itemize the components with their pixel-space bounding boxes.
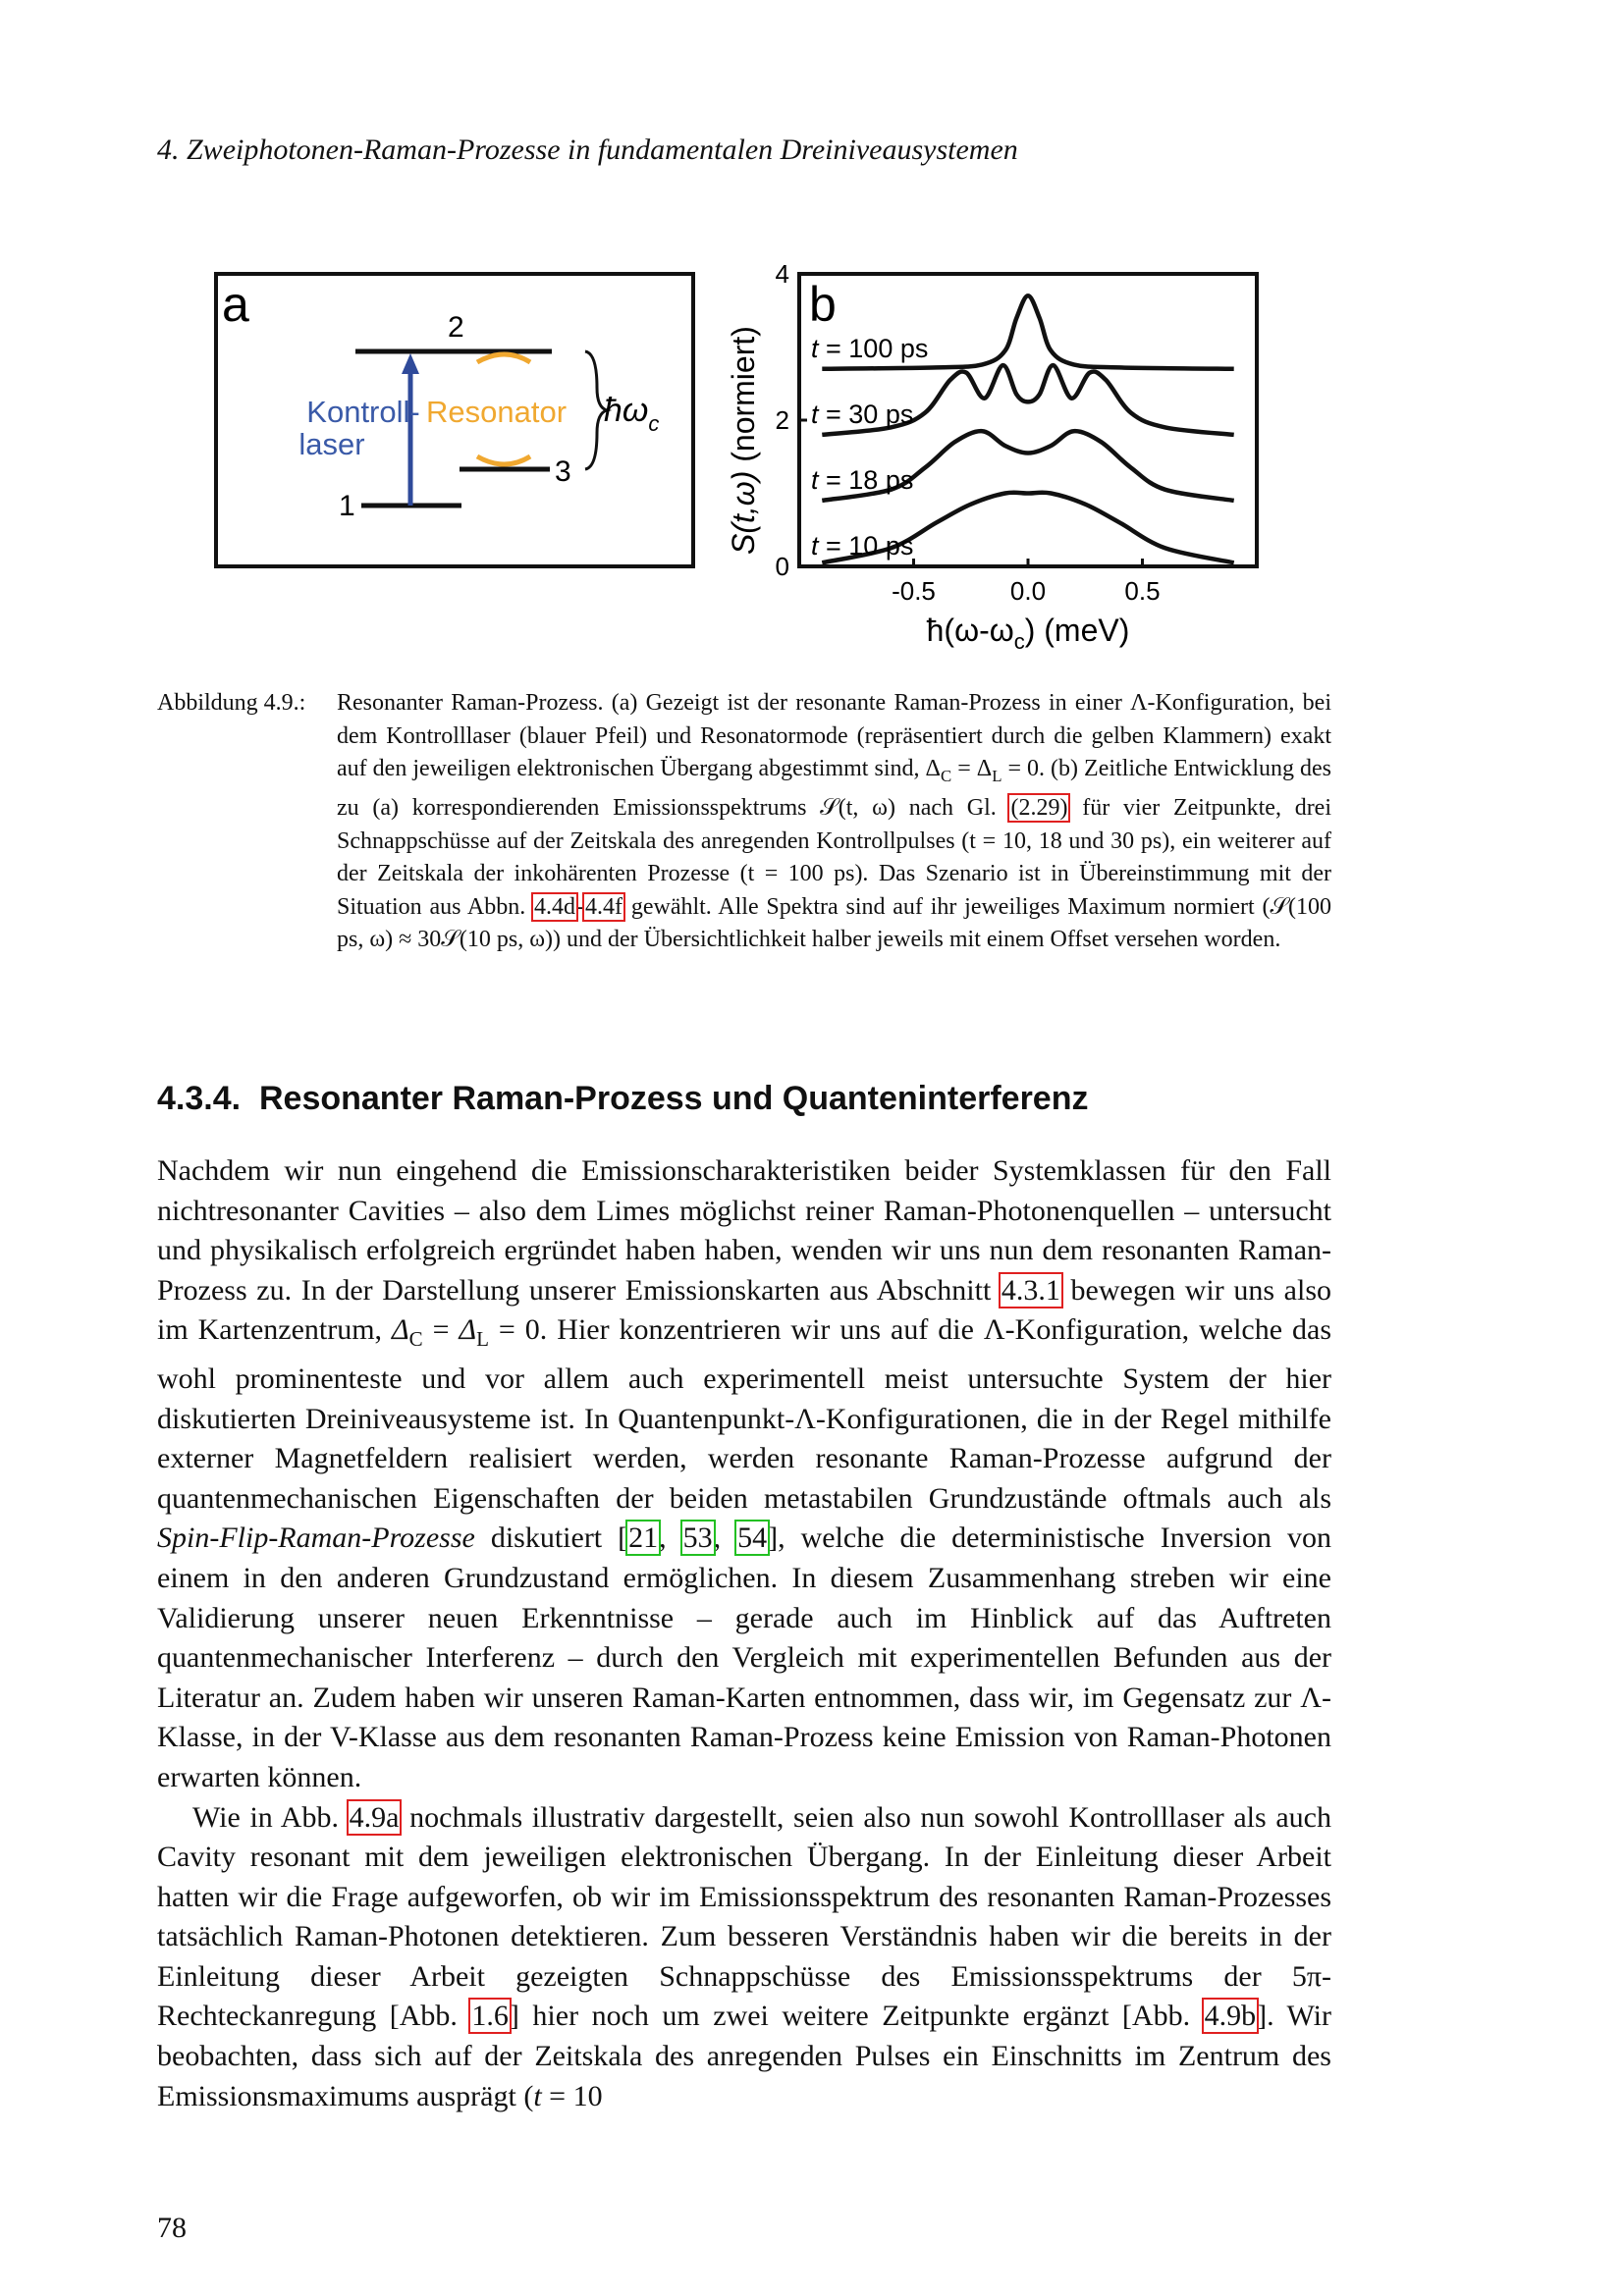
x-tick-label-1: 0.0 bbox=[1009, 576, 1047, 606]
x-tick-label-2: 0.5 bbox=[1124, 576, 1161, 606]
level-3-label: 3 bbox=[555, 455, 571, 488]
y-tick-label-1: 2 bbox=[775, 405, 789, 435]
paragraph-2: Wie in Abb. 4.9a nochmals illustrativ dargestellt, seien also nun sowohl Kontrolllaser als auch Cavity resonant mit dem jeweiligen elektronischen Übergang. In der Einleitung dieser Arbeit hatten wir die Frage aufgeworfen, ob wir im Emissionsspektrum des resonanten Raman-Prozesses tatsächlich Raman-Photonen detektieren. Zum besseren Verständnis haben wir die bereits in der Einleitung dieser Arbeit gezeigten Schnappschüsse des Emissionsspektrums der 5π-Rechteckanregung [Abb. 1.6] hier noch um zwei weitere Zeitpunkte ergänzt [Abb. 4.9b]. Wir beobachten, dass sich auf der Zeitskala des anregenden Pulses ein Einschnitts im Zentrum des Emissionsmaximums ausprägt (t = 10 bbox=[157, 1800, 1331, 2112]
control-laser-label-1: Kontroll- bbox=[306, 395, 420, 429]
series-label-0: t = 10 ps bbox=[811, 531, 914, 561]
resonator-label: Resonator bbox=[426, 395, 568, 429]
x-axis-label: $ħ(\omega-\omega_c)$ (meV) bbox=[926, 613, 1130, 654]
figure-4-9 bbox=[157, 260, 1271, 663]
section-heading bbox=[157, 1080, 1335, 1118]
level-1-label: 1 bbox=[339, 490, 355, 522]
caption-label: Abbildung 4.9.: bbox=[157, 690, 306, 716]
panel-b-chart bbox=[726, 260, 1257, 654]
resonator-bracket-top bbox=[477, 354, 530, 362]
panel-b-label: b bbox=[809, 277, 837, 332]
running-head: 4. Zweiphotonen-Raman-Prozesse in fundamentalen Dreiniveausystemen bbox=[157, 133, 1018, 166]
y-tick-label-2: 4 bbox=[775, 260, 789, 289]
x-tick-label-0: -0.5 bbox=[892, 576, 936, 606]
paragraph-1: Nachdem wir nun eingehend die Emissionscharakteristiken beider Systemklassen für den Fall nichtresonanter Cavities – also dem Limes möglichst reiner Raman-Photonenquellen – untersucht und physikalisch erfolgreich ergründet haben haben, wenden wir uns nun dem resonanten Raman-Prozess zu. In der Darstellung unserer Emissionskarten aus Abschnitt 4.3.1 bewegen wir uns also im Kartenzentrum, $\Delta_C = \Delta_L = 0$. Hier konzentrieren wir uns auf die Λ-Konfiguration, welche das wohl prominenteste und vor allem auch experimentell meist untersuchte System der hier diskutierten Dreiniveausysteme ist. In Quantenpunkt-Λ-Konfigurationen, die in der Regel mithilfe externer Magnetfeldern realisiert werden, werden resonante Raman-Prozesse aufgrund der quantenmechanischen Eigenschaften der beiden metastabilen Grundzustände oftmals auch als Spin-Flip-Raman-Prozesse diskutiert [21, 53, 54], welche die deterministische Inversion von einem in den anderen Grundzustand ermöglichen. In diesem Zusammenhang streben wir eine Validierung unserer neuen Erkenntnisse – gerade auch im Hinblick auf das Auftreten quantenmechanischer Interferenz – durch den Vergleich mit experimentellen Befunden aus der Literatur an. Zudem haben wir unseren Raman-Karten entnommen, dass wir, im Gegensatz zur Λ-Klasse, in der V-Klasse aus dem resonanten Raman-Prozess keine Emission von Raman-Photonen erwarten können. bbox=[157, 1154, 1332, 1793]
series-label-2: t = 30 ps bbox=[811, 399, 914, 429]
section-number: 4.3.4. bbox=[157, 1080, 242, 1117]
y-axis-label: S(t,ω) (normiert) bbox=[726, 326, 761, 555]
control-laser-arrowhead bbox=[402, 353, 419, 374]
resonator-bracket-bottom bbox=[477, 456, 530, 464]
section-title: Resonanter Raman-Prozess und Quanteninterferenz bbox=[258, 1080, 1089, 1117]
body-text bbox=[157, 1151, 1331, 2116]
y-tick-label-0: 0 bbox=[775, 552, 789, 581]
y-tick-labels bbox=[776, 260, 807, 581]
series-label-3: t = 100 ps bbox=[811, 333, 929, 363]
level-2-label: 2 bbox=[448, 311, 464, 344]
control-laser-label-2: laser bbox=[298, 427, 365, 461]
page-number: 78 bbox=[157, 2212, 187, 2244]
omega-c-label: $ħ\omega_c$ bbox=[604, 392, 660, 436]
panel-a-label: a bbox=[222, 277, 249, 332]
caption-text: Resonanter Raman-Prozess. (a) Gezeigt ist der resonante Raman-Prozess in einer Λ-Konfiguration, bei dem Kontrolllaser (blauer Pfeil) und Resonatormode (repräsentiert durch die gelben Klammern) exakt auf den jeweiligen elektronischen Übergang abgestimmt sind, $\Delta_C = \Delta_L = 0$. (b) Zeitliche Entwicklung des zu (a) korrespondierenden Emissionsspektrums 𝒮(t, ω) nach Gl. (2.29) für vier Zeitpunkte, drei Schnappschüsse auf der Zeitskala des anregenden Kontrollpulses (t = 10, 18 und 30 ps), ein weiterer auf der Zeitskala der inkohärenten Prozesse (t = 100 ps). Das Szenario ist in Übereinstimmung mit der Situation aus Abbn. 4.4d-4.4f gewählt. Alle Spektra sind auf ihr jeweiliges Maximum normiert (𝒮(100 ps, ω) ≈ 30𝒮(10 ps, ω)) und der Übersichtlichkeit halber jeweils mit einem Offset versehen worden. bbox=[337, 690, 1332, 953]
figure-svg bbox=[157, 260, 1271, 663]
figure-caption bbox=[157, 687, 1331, 957]
series-label-1: t = 18 ps bbox=[811, 464, 914, 495]
